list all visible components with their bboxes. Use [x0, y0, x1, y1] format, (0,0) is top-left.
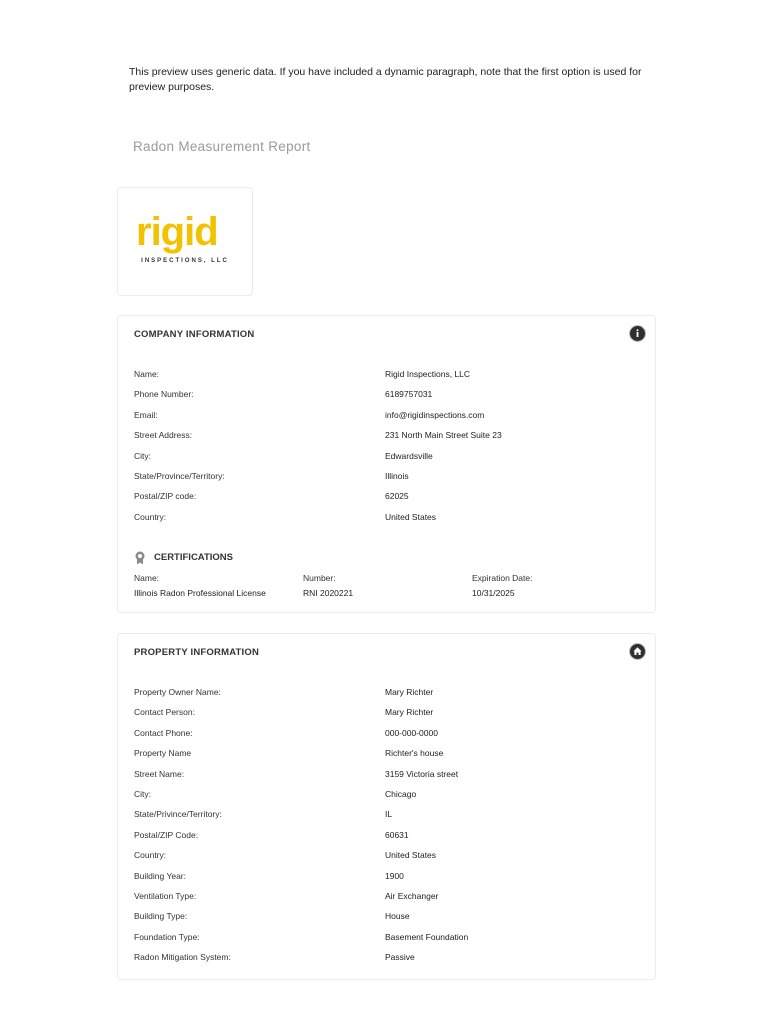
property-field-row — [134, 728, 634, 742]
property-field-row — [134, 687, 634, 701]
company-field-label: Postal/ZIP code: — [134, 491, 197, 502]
property-field-row — [134, 891, 634, 905]
property-field-label: City: — [134, 789, 151, 799]
property-field-label: Country: — [134, 850, 167, 861]
cert-expiration-column — [472, 573, 532, 598]
property-field-value: 3159 Victoria street — [385, 768, 459, 779]
property-field-value: 000-000-0000 — [385, 727, 438, 738]
property-field-row — [134, 911, 634, 925]
property-field-row — [134, 932, 634, 946]
cert-number-column — [303, 573, 353, 598]
property-field-label: Building Year: — [134, 870, 186, 881]
property-field-row — [134, 850, 634, 864]
property-field-row — [134, 830, 634, 844]
property-field-label: Building Type: — [134, 911, 188, 922]
company-information-card — [117, 315, 656, 613]
property-information-card — [117, 633, 656, 980]
home-icon — [629, 643, 646, 660]
property-field-label: Foundation Type: — [134, 931, 200, 942]
cert-name-value: Illinois Radon Professional License — [134, 588, 266, 598]
property-field-value: Mary Richter — [385, 687, 434, 697]
company-field-label: State/Province/Territory: — [134, 471, 225, 481]
property-section-title: PROPERTY INFORMATION — [134, 647, 260, 658]
property-field-row — [134, 707, 634, 721]
company-field-row — [134, 512, 634, 526]
property-field-label: Contact Person: — [134, 707, 195, 718]
property-field-label: Property Name — [134, 748, 192, 759]
info-icon — [629, 325, 646, 342]
property-field-row — [134, 789, 634, 803]
company-field-row — [134, 430, 634, 444]
company-field-value: United States — [385, 511, 437, 522]
cert-expiration-label: Expiration Date: — [472, 573, 533, 583]
company-field-label: City: — [134, 450, 151, 461]
property-field-label: Property Owner Name: — [134, 687, 221, 697]
company-field-label: Email: — [134, 409, 158, 420]
company-field-row — [134, 491, 634, 505]
logo-subtitle: INSPECTIONS, LLC — [141, 258, 229, 264]
logo-wordmark — [136, 214, 232, 259]
svg-text:rigid: rigid — [136, 214, 218, 254]
company-field-value: Illinois — [385, 471, 409, 481]
company-field-row — [134, 389, 634, 403]
property-field-label: Contact Phone: — [134, 727, 193, 738]
preview-note: This preview uses generic data. If you have included a dynamic paragraph, note that the first option is used for preview purposes. — [129, 66, 642, 93]
property-field-label: State/Privince/Territory: — [134, 809, 222, 820]
company-field-label: Name: — [134, 369, 160, 379]
cert-number-label: Number: — [303, 573, 336, 583]
property-field-row — [134, 809, 634, 823]
property-field-label: Ventilation Type: — [134, 891, 197, 901]
company-field-row — [134, 410, 634, 424]
cert-number-value: RNI 2020221 — [303, 588, 354, 598]
company-field-value: info@rigidinspections.com — [385, 409, 485, 420]
property-field-value: Basement Foundation — [385, 931, 469, 942]
property-field-row — [134, 871, 634, 885]
company-logo — [117, 187, 253, 296]
property-field-value: Passive — [385, 952, 415, 963]
property-field-row — [134, 769, 634, 783]
property-field-value: 60631 — [385, 829, 409, 840]
company-field-value: 231 North Main Street Suite 23 — [385, 430, 502, 441]
report-title: Radon Measurement Report — [133, 139, 311, 154]
property-field-row — [134, 748, 634, 762]
cert-name-column — [134, 573, 266, 598]
property-field-value: 1900 — [385, 870, 404, 881]
property-field-label: Radon Mitigation System: — [134, 952, 231, 963]
company-section-title: COMPANY INFORMATION — [134, 329, 255, 340]
property-field-value: Chicago — [385, 789, 417, 799]
company-field-value: Edwardsville — [385, 450, 433, 461]
property-field-value: Mary Richter — [385, 707, 434, 718]
company-field-label: Phone Number: — [134, 389, 194, 400]
property-field-value: House — [385, 911, 410, 922]
certifications-title: CERTIFICATIONS — [154, 552, 233, 563]
property-field-value: IL — [385, 809, 393, 820]
cert-name-label: Name: — [134, 573, 160, 583]
company-field-row — [134, 369, 634, 383]
property-field-value: Air Exchanger — [385, 891, 439, 901]
company-field-row — [134, 451, 634, 465]
company-field-label: Street Address: — [134, 430, 193, 441]
company-field-value: Rigid Inspections, LLC — [385, 369, 471, 379]
property-field-label: Street Name: — [134, 768, 185, 779]
property-field-value: Richter's house — [385, 748, 444, 759]
company-field-value: 62025 — [385, 491, 409, 502]
ribbon-icon — [134, 551, 146, 565]
cert-expiration-value: 10/31/2025 — [472, 588, 515, 598]
property-field-value: United States — [385, 850, 437, 861]
property-field-label: Postal/ZIP Code: — [134, 829, 199, 840]
company-field-row — [134, 471, 634, 485]
property-field-row — [134, 952, 634, 966]
company-field-label: Country: — [134, 511, 167, 522]
company-field-value: 6189757031 — [385, 389, 433, 400]
